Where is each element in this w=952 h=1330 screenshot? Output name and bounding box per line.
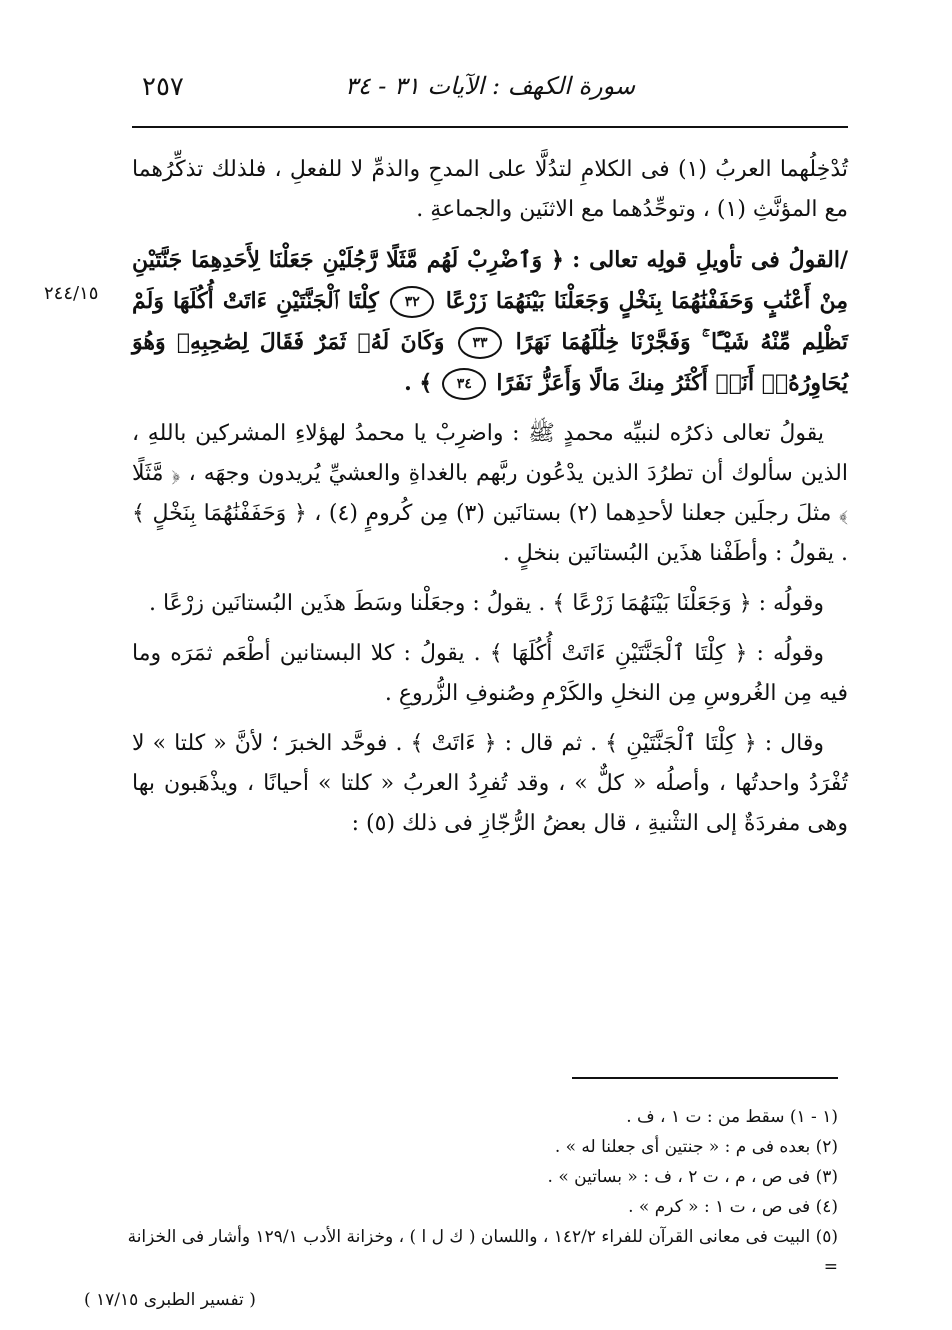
footnote-4: (٤) فى ص ، ت ١ : « كرم » . bbox=[628, 1197, 838, 1217]
paragraph-5: وقولُه : ﴿ كِلْتَا ٱلْجَنَّتَيْنِ ءَاتَتْ أُكُلَهَا ﴾ . يقولُ : كلا البستانين أطْعَم ثمَرَه وما فيه مِن الغُروسِ مِن النخلِ والكَرْمِ وصُنوفِ الزُّروعِ . bbox=[132, 641, 848, 706]
quran-quote-1: ﴿ وَٱضْرِبْ لَهُم مَّثَلًا رَّجُلَيْنِ جَعَلْنَا لِأَحَدِهِمَا جَنَّتَيْنِ مِنْ أَعْنَٰبٍ وَحَفَفْنَٰهُمَا بِنَخْلٍ وَجَعَلْنَا بَيْنَهُمَا زَرْعًا bbox=[132, 247, 848, 314]
paragraph-4: وقولُه : ﴿ وَجَعَلْنَا بَيْنَهُمَا زَرْعًا ﴾ . يقولُ : وجعَلْنا وسَطَ هذَين البُستانَين زرْعًا . bbox=[148, 591, 824, 616]
ayah-marker-33: ٣٣ bbox=[458, 327, 502, 359]
quote-close: ﴾ . bbox=[404, 370, 433, 396]
ayah-marker-34: ٣٤ bbox=[442, 368, 486, 400]
margin-reference: ٢٤٤/١٥ bbox=[44, 283, 99, 304]
paragraph-3: يقولُ تعالى ذكرُه لنبيِّه محمدٍ ﷺ : واضرِبْ يا محمدُ لهؤلاءِ المشركين باللهِ ، الذين سألوك أن تطرُدَ الذين يدْعُون ربَّهم بالغداةِ والعشيِّ يُريدون وجهَه ، ﴿ مَّثَلًا ﴾ مثلَ رجلَين جعلنا لأحدِهما (٢) بستانَين (٣) مِن كُرومٍ (٤) ، ﴿ وَحَفَفْنَٰهُمَا بِنَخْلٍ ﴾ . يقولُ : وأطَفْنا هذَين البُستانَين بنخلٍ . bbox=[132, 421, 848, 566]
section-heading: /القولُ فى تأويلِ قولِه تعالى : bbox=[572, 247, 849, 273]
volume-reference: ( تفسير الطبرى ١٧/١٥ ) bbox=[84, 1290, 256, 1310]
ayah-marker-32: ٣٢ bbox=[390, 286, 434, 318]
running-title: سورة الكهف : الآيات ٣١ - ٣٤ bbox=[344, 72, 636, 100]
footnote-1: (١ - ١) سقط من : ت ١ ، ف . bbox=[626, 1107, 838, 1127]
footnotes bbox=[110, 1102, 838, 1282]
paragraph-2-verse bbox=[132, 240, 848, 404]
paragraph-1: تُدْخِلُهما العربُ (١) فى الكلامِ لتدُلَّا على المدحِ والذمِّ لا للفعلِ ، فلذلك تذكِّرُهما مع المؤنَّثِ (١) ، وتوحِّدُهما مع الاثنَين والجماعةِ . bbox=[132, 157, 848, 222]
paragraph-6: وقال : ﴿ كِلْتَا ٱلْجَنَّتَيْنِ ﴾ . ثم قال : ﴿ ءَاتَتْ ﴾ . فوحَّد الخبرَ ؛ لأنَّ « كلتا » لا تُفْرَدُ واحدتُها ، وأصلُه « كلٌّ » ، وقد تُفرِدُ العربُ « كلتا » أحيانًا ، ويذْهَبون بها وهى مفردَةٌ إلى التثْنيةِ ، قال بعضُ الرُّجّازِ فى ذلك (٥) : bbox=[132, 731, 848, 836]
quran-quote-2: كِلْتَا ٱلْجَنَّتَيْنِ ءَاتَتْ أُكُلَهَا وَلَمْ تَظْلِم مِّنْهُ شَيْـًٔا ۚ وَفَجَّرْنَا خِلَٰلَهُمَا نَهَرًا bbox=[132, 288, 849, 355]
page-number: ٢٥٧ bbox=[142, 72, 184, 102]
footnote-5: (٥) البيت فى معانى القرآن للفراء ١٤٢/٢ ، واللسان ( ك ل ا ) ، وخزانة الأدب ١٢٩/١ وأشار فى الخزانة = bbox=[127, 1227, 838, 1277]
footnote-rule bbox=[572, 1077, 838, 1079]
footnote-2: (٢) بعده فى م : « جنتين أى جعلنا له » . bbox=[554, 1137, 838, 1157]
header-rule bbox=[132, 126, 848, 128]
page-header bbox=[132, 72, 848, 108]
quran-quote-3: وَكَانَ لَهُۥ ثَمَرٌ فَقَالَ لِصَٰحِبِهِۦ وَهُوَ يُحَاوِرُهُۥٓ أَنَا۠ أَكْثَرُ مِنكَ مَالًا وَأَعَزُّ نَفَرًا bbox=[132, 329, 848, 396]
main-text bbox=[132, 150, 848, 854]
footnote-3: (٣) فى ص ، م ، ت ٢ ، ف : « بساتين » . bbox=[547, 1167, 838, 1187]
